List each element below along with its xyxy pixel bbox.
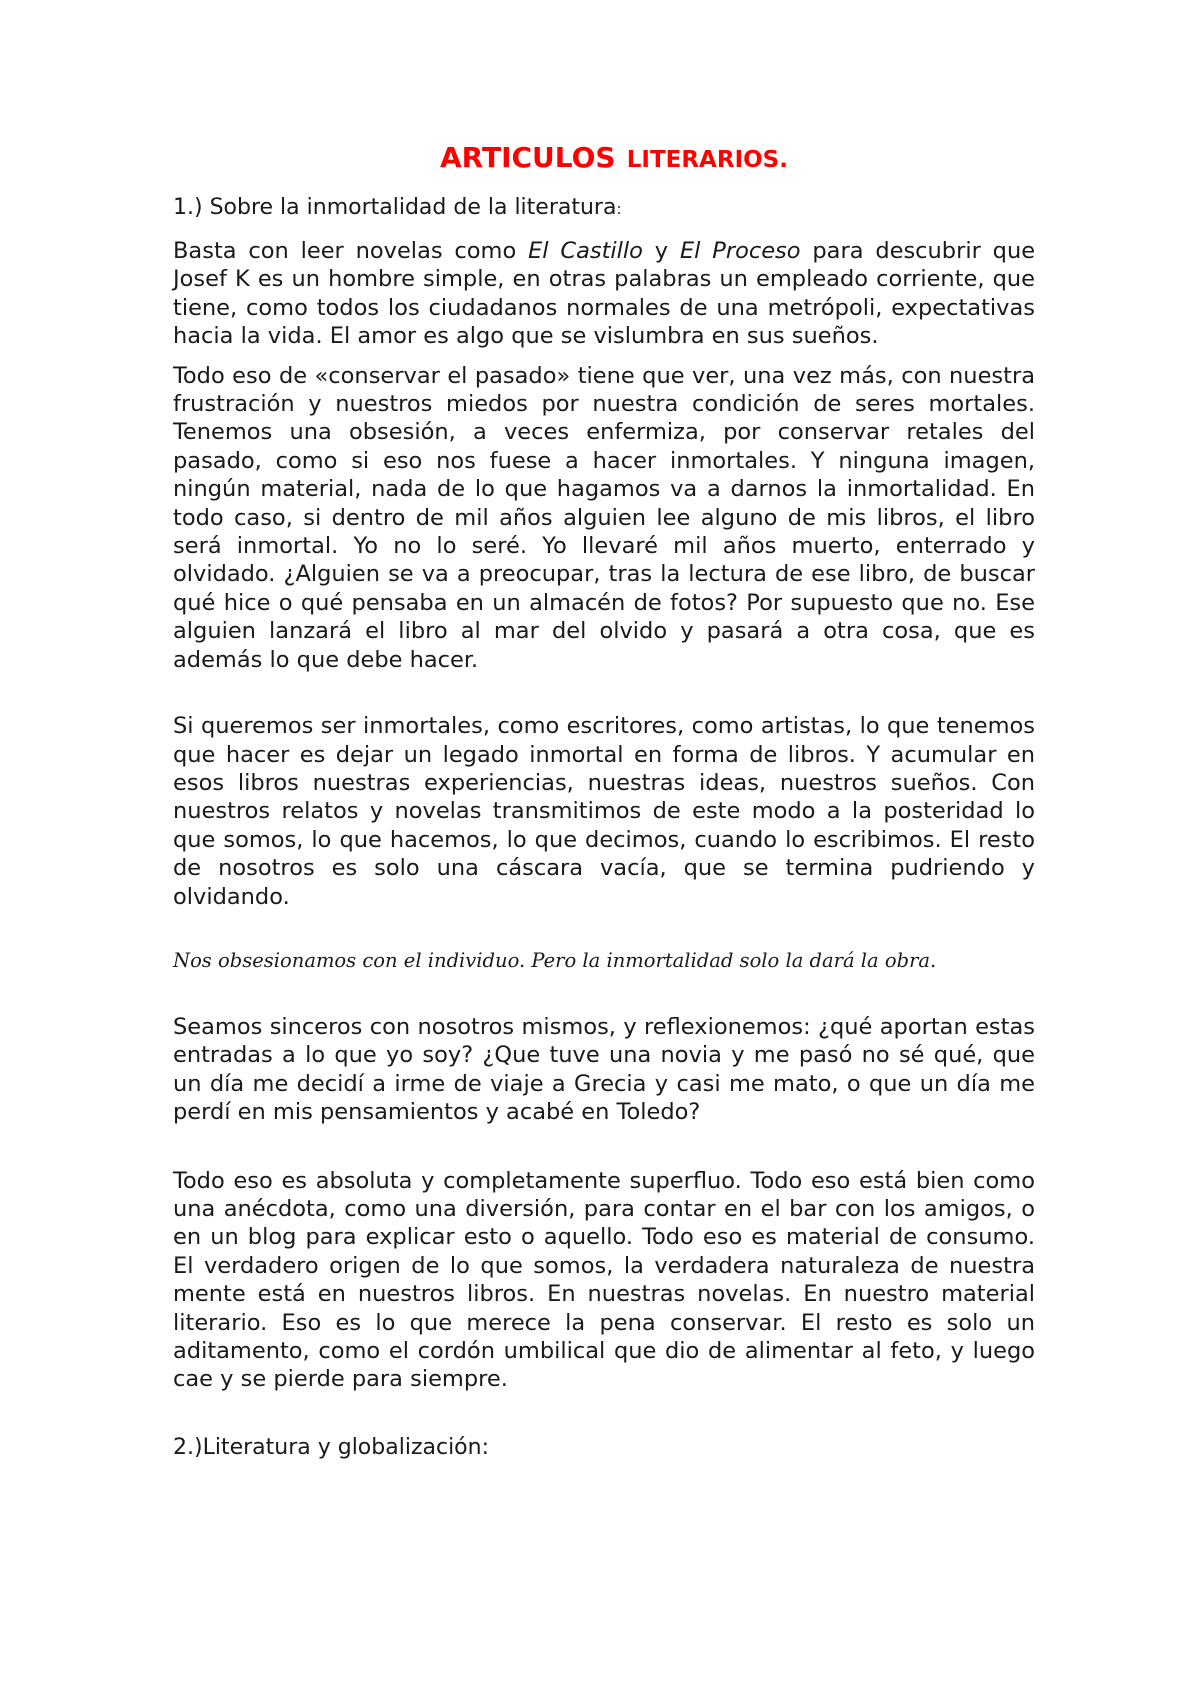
document-page [173, 140, 1035, 1462]
title-main: ARTICULOS [440, 141, 616, 174]
book-title-el-castillo: El Castillo [528, 238, 643, 264]
section-2-heading: 2.)Literatura y globalización: [173, 1434, 489, 1460]
paragraph-1-rest: para descubrir que Josef K es un hombre simple, en otras palabras un empleado corriente, que tiene, como todos los ciudadanos normales de una metrópoli, expectativas hacia la vida. El amor es algo que se vislumbra en sus sueños. [173, 238, 1036, 350]
pull-quote: Nos obsesionamos con el individuo. Pero la inmortalidad solo la dará la obra. [173, 948, 937, 972]
section-1-heading [173, 194, 1035, 223]
paragraph-3: Si queremos ser inmortales, como escritores, como artistas, lo que tenemos que hacer es dejar un legado inmortal en forma de libros. Y acumular en esos libros nuestras experiencias, nuestras ideas, nuestros sueños. Con nuestros relatos y novelas transmitimos de este modo a la posteridad lo que somos, lo que hacemos, lo que decimos, cuando lo escribimos. El resto de nosotros es solo una cáscara vacía, que se termina pudriendo y olvidando. [173, 713, 1035, 910]
section-1-heading-colon: : [616, 200, 622, 218]
title-rest: LITERARIOS. [626, 147, 788, 173]
document-title [193, 140, 1035, 172]
paragraph-1-conjunction: y [654, 238, 669, 264]
section-1-heading-text: 1.) Sobre la inmortalidad de la literatura [173, 195, 617, 220]
paragraph-4: Seamos sinceros con nosotros mismos, y reflexionemos: ¿qué aportan estas entradas a lo que yo soy? ¿Que tuve una novia y me pasó no sé qué, que un día me decidí a irme de viaje a Grecia y casi me mato, o que un día me perdí en mis pensamientos y acabé en Toledo? [173, 1013, 1035, 1126]
paragraph-1 [173, 237, 1035, 351]
paragraph-5: Todo eso es absoluta y completamente superfluo. Todo eso está bien como una anécdota, como una diversión, para contar en el bar con los amigos, o en un blog para explicar esto o aquello. Todo eso es material de consumo. El verdadero origen de lo que somos, la verdadera naturaleza de nuestra mente está en nuestros libros. En nuestras novelas. En nuestro material literario. Eso es lo que merece la pena conservar. El resto es solo un aditamento, como el cordón umbilical que dio de alimentar al feto, y luego cae y se pierde para siempre. [173, 1167, 1035, 1393]
paragraph-2: Todo eso de «conservar el pasado» tiene que ver, una vez más, con nuestra frustración y nuestros miedos por nuestra condición de seres mortales. Tenemos una obsesión, a veces enfermiza, por conservar retales del pasado, como si eso nos fuese a hacer inmortales. Y ninguna imagen, ningún material, nada de lo que hagamos va a darnos la inmortalidad. En todo caso, si dentro de mil años alguien lee alguno de mis libros, el libro será inmortal. Yo no lo seré. Yo llevaré mil años muerto, enterrado y olvidado. ¿Alguien se va a preocupar, tras la lectura de ese libro, de buscar qué hice o qué pensaba en un almacén de fotos? Por supuesto que no. Ese alguien lanzará el libro al mar del olvido y pasará a otra cosa, que es además lo que debe hacer. [173, 362, 1035, 673]
paragraph-1-intro: Basta con leer novelas como [173, 238, 517, 264]
book-title-el-proceso: El Proceso [679, 238, 801, 264]
